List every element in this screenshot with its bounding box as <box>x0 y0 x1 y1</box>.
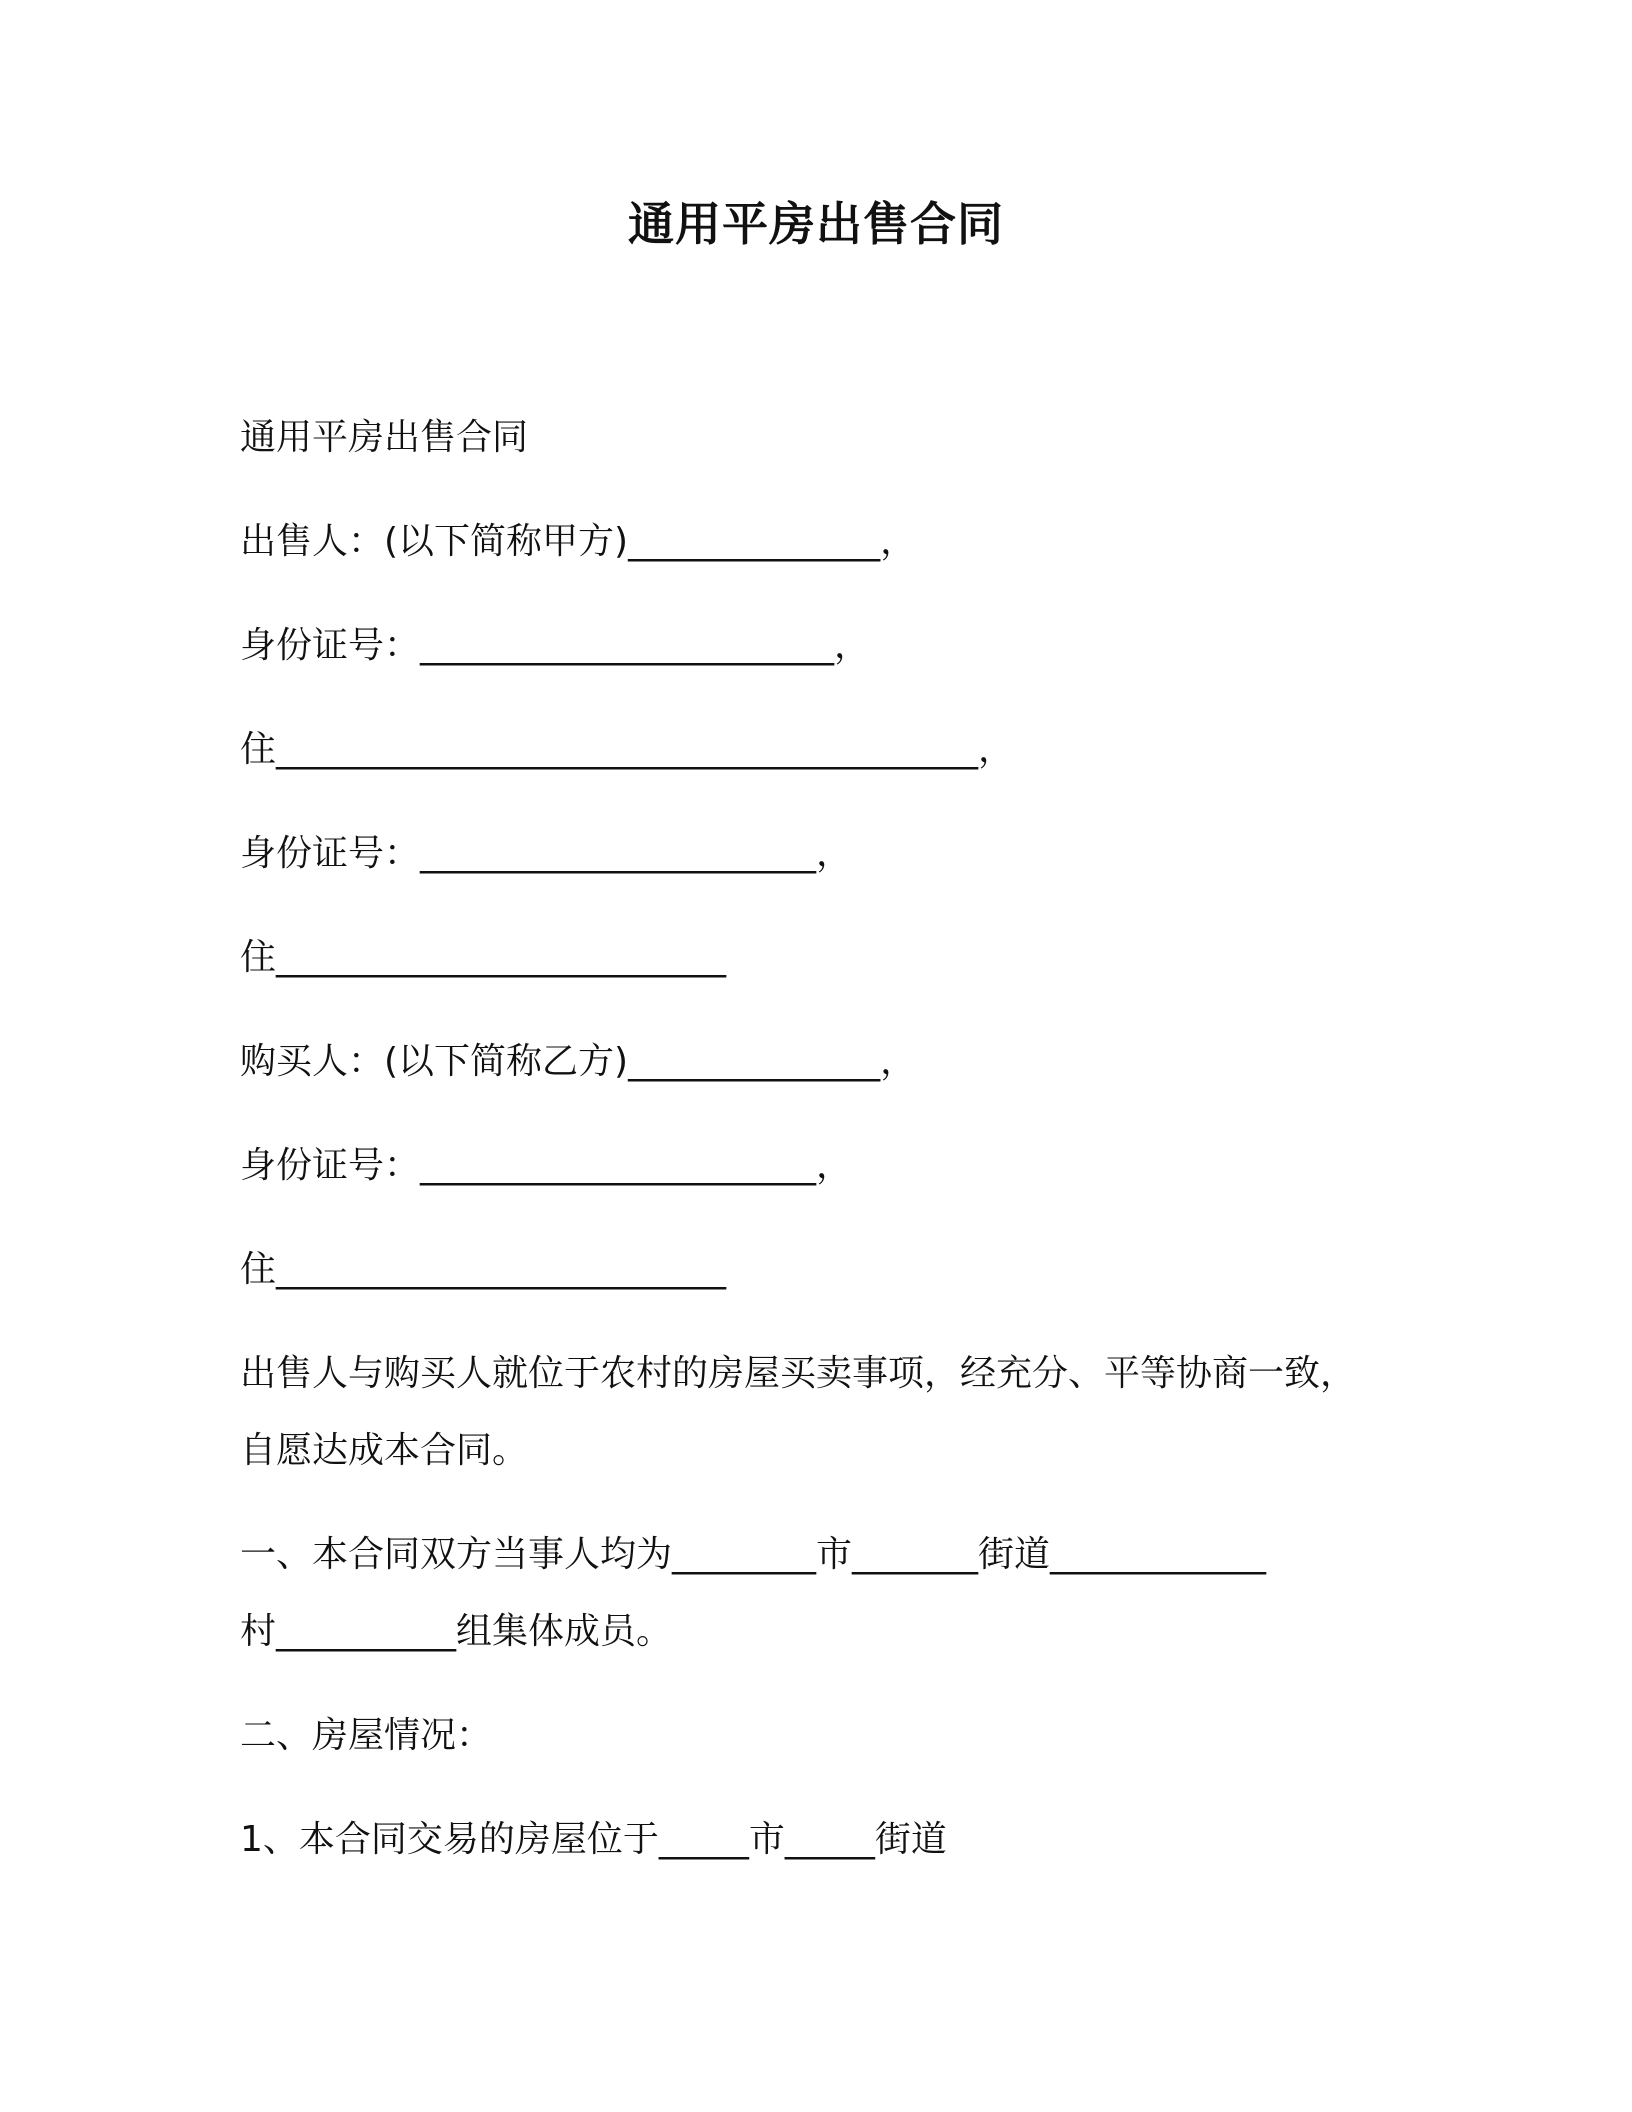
agreement-line-1: 出售人与购买人就位于农村的房屋买卖事项，经充分、平等协商一致， <box>240 1353 1357 1394</box>
document-subtitle: 通用平房出售合同 <box>240 417 529 458</box>
clause-2-item-1: 1、本合同交易的房屋位于_____市_____街道 <box>240 1819 947 1860</box>
buyer-line: 购买人：(以下简称乙方)______________， <box>240 1041 917 1082</box>
seller-id-line: 身份证号：_______________________， <box>240 625 871 666</box>
second-id-line: 身份证号：______________________， <box>240 833 853 874</box>
clause-1-line-1: 一、本合同双方当事人均为________市_______街道____________ <box>240 1534 1267 1575</box>
document-title: 通用平房出售合同 <box>628 197 1004 251</box>
document-body <box>240 412 1400 1866</box>
seller-line: 出售人：(以下简称甲方)______________， <box>240 521 917 562</box>
buyer-id-line: 身份证号：______________________， <box>240 1145 853 1186</box>
agreement-line-2: 自愿达成本合同。 <box>240 1430 529 1471</box>
clause-2-heading: 二、房屋情况： <box>240 1715 493 1756</box>
second-address-line: 住_________________________ <box>240 937 726 978</box>
seller-address-line: 住_______________________________________， <box>240 729 1014 770</box>
clause-1-line-2: 村__________组集体成员。 <box>240 1611 673 1652</box>
buyer-address-line: 住_________________________ <box>240 1249 726 1290</box>
